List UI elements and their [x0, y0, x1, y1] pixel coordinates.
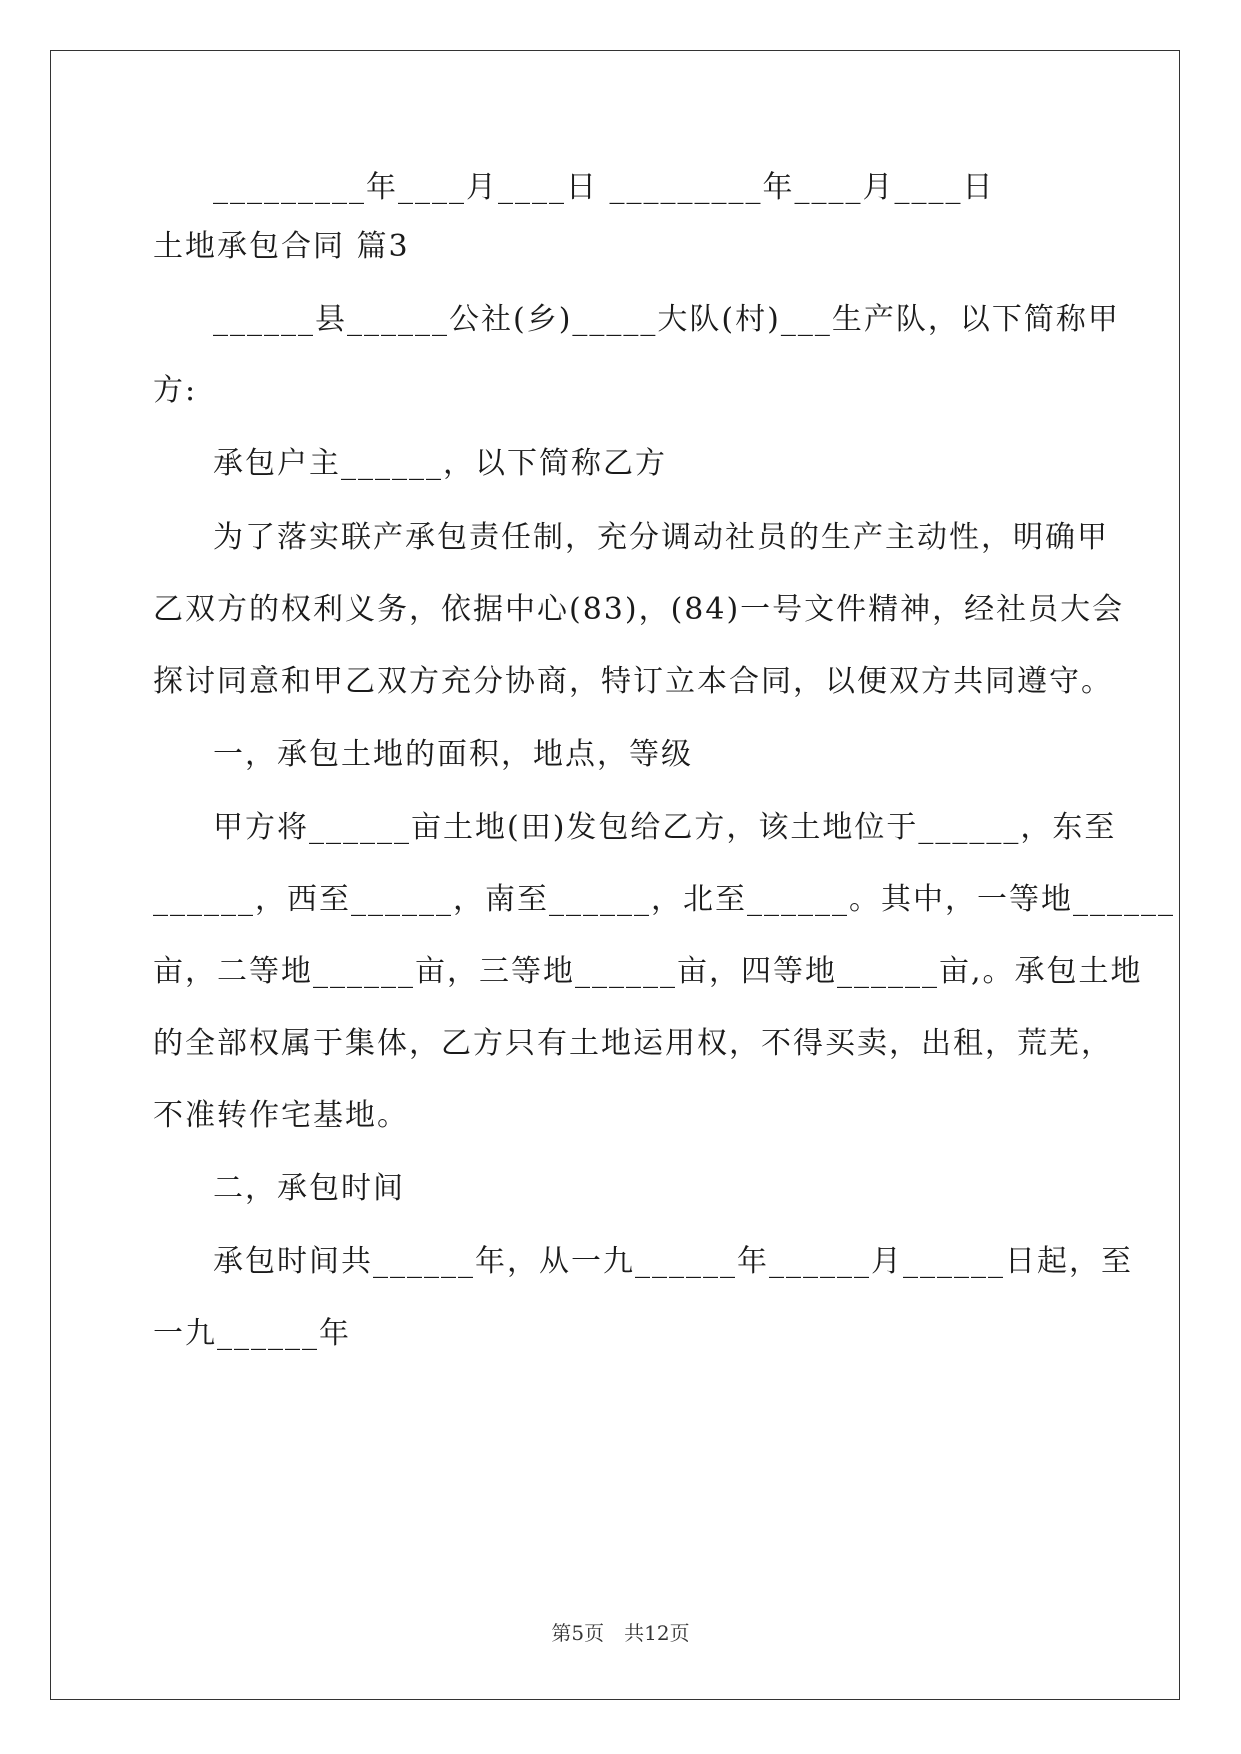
signature-date-line: _________年____月____日 _________年____月____日 [213, 170, 995, 205]
preamble-line-2: 乙双方的权利义务，依据中心(83)，(84)一号文件精神，经社员大会 [153, 592, 1125, 627]
section-title: 土地承包合同 篇3 [153, 229, 410, 264]
clause-1-line-1: 甲方将______亩土地(田)发包给乙方，该土地位于______，东至 [213, 810, 1117, 845]
page-border [50, 50, 1180, 1700]
preamble-line-1: 为了落实联产承包责任制，充分调动社员的生产主动性，明确甲 [213, 520, 1109, 555]
clause-1-line-4: 的全部权属于集体，乙方只有土地运用权，不得买卖，出租，荒芜， [153, 1026, 1113, 1061]
clause-1-line-3: 亩，二等地______亩，三等地______亩，四等地______亩,。承包土地 [153, 954, 1143, 989]
party-b-line: 承包户主______，以下简称乙方 [213, 446, 667, 481]
clause-1-line-5: 不准转作宅基地。 [153, 1098, 409, 1133]
preamble-line-3: 探讨同意和甲乙双方充分协商，特订立本合同，以便双方共同遵守。 [153, 664, 1113, 699]
clause-2-line-2: 一九______年 [153, 1316, 351, 1351]
party-a-line: ______县______公社(乡)_____大队(村)___生产队，以下简称甲 [213, 302, 1120, 337]
page-number: 第5页 共12页 [551, 1621, 690, 1645]
clause-1-heading: 一，承包土地的面积，地点，等级 [213, 737, 693, 772]
clause-2-heading: 二，承包时间 [213, 1171, 405, 1206]
clause-1-line-2: ______，西至______，南至______，北至______。其中，一等地______ [153, 882, 1175, 917]
party-a-line-end: 方: [153, 373, 198, 408]
clause-2-line-1: 承包时间共______年，从一九______年______月______日起，至 [213, 1244, 1133, 1279]
